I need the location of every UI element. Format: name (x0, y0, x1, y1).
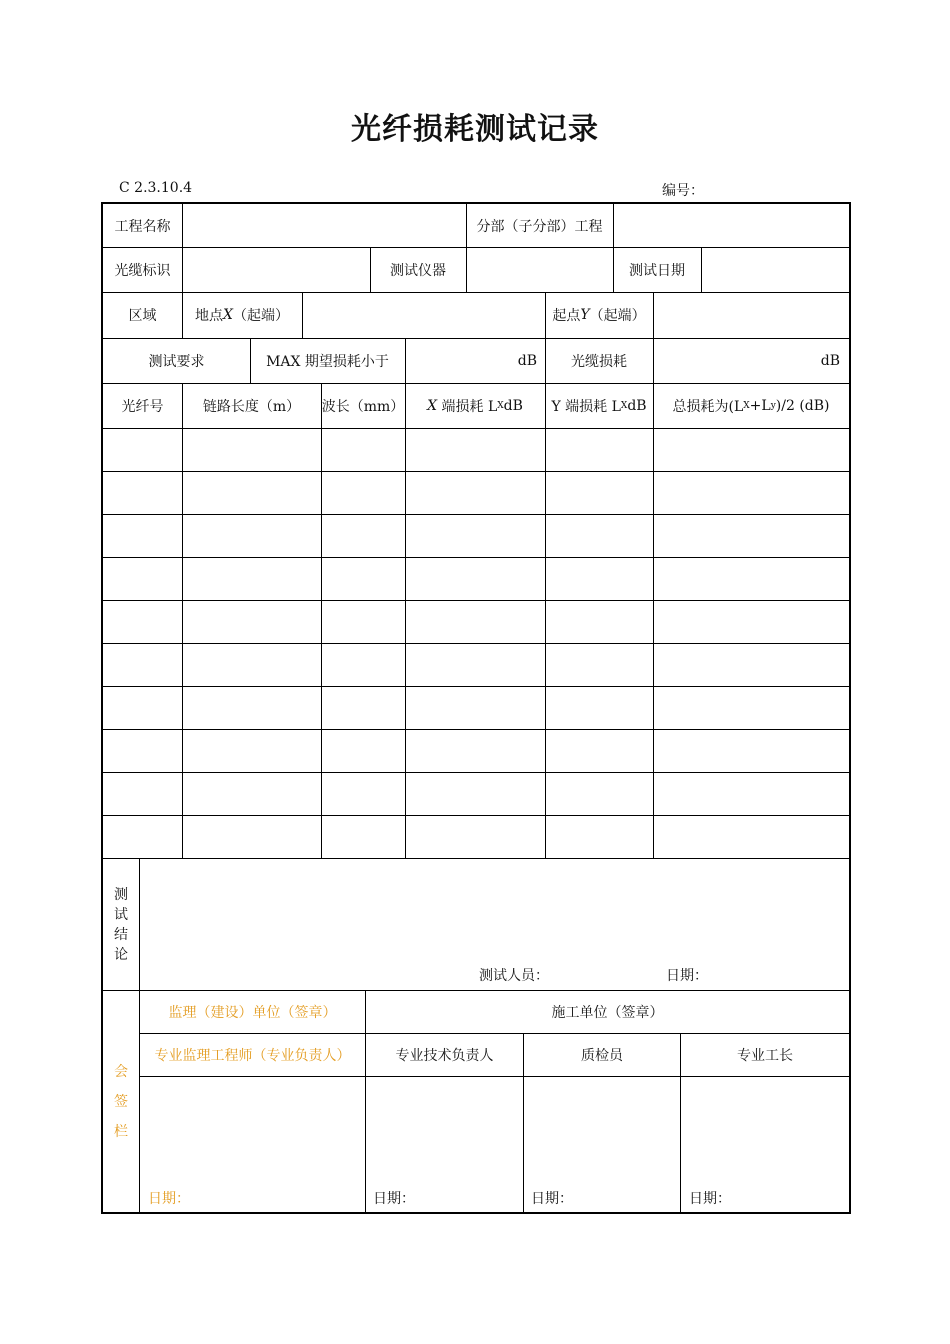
requirement-label: 测试要求 (148, 353, 205, 370)
y-loss-header (545, 383, 653, 428)
conclusion-field[interactable] (140, 859, 849, 959)
cable-loss-label: 光缆损耗 (571, 353, 627, 370)
point-x-label (182, 292, 302, 338)
point-x-var: X (223, 307, 233, 323)
date-label-supervision: 日期： (148, 1191, 190, 1207)
test-date-label: 测试日期 (629, 262, 685, 279)
area-label: 区域 (128, 308, 157, 324)
x-loss-unit: dB (503, 397, 523, 414)
total-loss-subscript-x: X (743, 400, 750, 411)
cable-id-label: 光缆标识 (114, 262, 171, 279)
date-label-inspector: 日期： (531, 1191, 573, 1207)
link-length-header: 链路长度（m） (202, 398, 301, 415)
foreman-signature[interactable] (681, 1077, 849, 1182)
x-loss-text: 端损耗 L (441, 398, 498, 415)
conclusion-char: 论 (114, 946, 128, 963)
instrument-label: 测试仪器 (390, 262, 446, 279)
point-y-text: 起点 (552, 308, 581, 324)
date-label-foreman: 日期： (689, 1191, 731, 1207)
conclusion-label (103, 859, 139, 990)
construction-unit-label: 施工单位（签章） (551, 1005, 664, 1021)
sub-project-label: 分部（子分部）工程 (476, 218, 603, 235)
max-loss-label: MAX 期望损耗小于 (266, 353, 389, 370)
sub-project-field[interactable] (614, 204, 849, 247)
total-loss-subscript-y: y (770, 400, 776, 411)
total-loss-formula: )/2 (dB) (775, 397, 830, 414)
x-loss-subscript: X (497, 400, 504, 411)
conclusion-char: 试 (114, 906, 128, 923)
point-y-suffix: （起端） (589, 308, 646, 324)
point-y-field[interactable] (654, 292, 849, 338)
conclusion-date-label: 日期： (666, 968, 708, 984)
signoff-char: 会 (114, 1063, 128, 1080)
x-loss-var: X (427, 397, 438, 414)
inspector-signature[interactable] (524, 1077, 680, 1182)
signoff-label (103, 991, 139, 1212)
y-loss-text: Y 端损耗 L (551, 398, 621, 415)
signoff-char: 栏 (114, 1123, 128, 1140)
y-loss-subscript: X (620, 400, 628, 411)
point-y-var: Y (580, 307, 590, 323)
form-table (101, 202, 851, 1214)
instrument-field[interactable] (467, 247, 613, 292)
tech-lead-signature[interactable] (366, 1077, 523, 1182)
tester-label: 测试人员： (479, 968, 549, 984)
wavelength-header: 波长（mm） (321, 398, 405, 415)
y-loss-unit: dB (627, 397, 647, 414)
project-name-field[interactable] (183, 204, 466, 247)
point-x-suffix: （起端） (232, 308, 289, 324)
total-loss-plus: +L (749, 397, 771, 414)
project-name-label: 工程名称 (114, 218, 171, 235)
conclusion-char: 测 (114, 886, 128, 903)
cable-id-field[interactable] (183, 247, 370, 292)
point-x-text: 地点 (195, 308, 224, 324)
foreman-label: 专业工长 (737, 1048, 793, 1064)
conclusion-char: 结 (114, 926, 128, 943)
date-label-tech-lead: 日期： (373, 1191, 415, 1207)
supervising-engineer-label: 专业监理工程师（专业负责人） (154, 1048, 351, 1064)
total-loss-header (653, 383, 849, 428)
supervision-unit-label: 监理（建设）单位（签章） (168, 1005, 337, 1021)
max-loss-unit: dB (517, 352, 537, 369)
cable-loss-unit: dB (820, 352, 840, 369)
point-x-field[interactable] (303, 292, 545, 338)
fiber-no-header: 光纤号 (121, 398, 164, 415)
tech-lead-label: 专业技术负责人 (395, 1048, 494, 1064)
page-title: 光纤损耗测试记录 (351, 112, 599, 147)
supervising-engineer-signature[interactable] (140, 1077, 365, 1182)
x-loss-header (405, 383, 545, 428)
test-date-field[interactable] (702, 247, 849, 292)
signoff-char: 签 (114, 1093, 128, 1110)
point-y-label (545, 292, 653, 338)
form-code: C 2.3.10.4 (119, 180, 193, 196)
inspector-label: 质检员 (581, 1048, 623, 1064)
total-loss-text: 总损耗为(L (672, 398, 744, 415)
serial-number-label: 编号： (662, 183, 704, 199)
